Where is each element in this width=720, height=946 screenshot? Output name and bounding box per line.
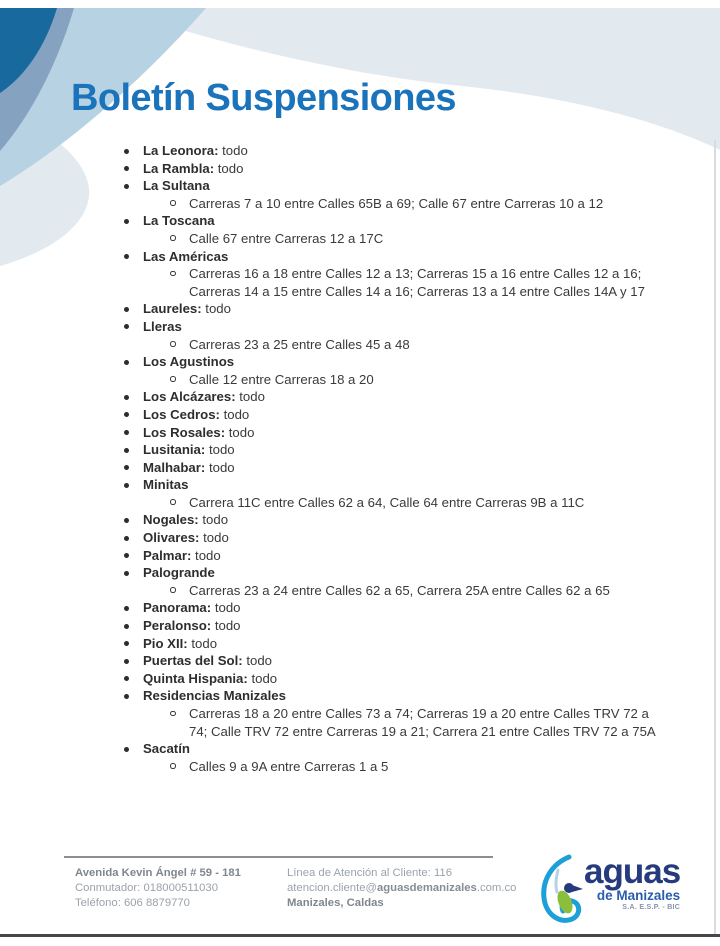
bullet-icon xyxy=(120,599,143,617)
list-item-text: La Sultana xyxy=(143,178,210,194)
list-item xyxy=(120,687,665,705)
bullet-icon xyxy=(120,652,143,670)
list-subitem-text: Calles 9 a 9A entre Carreras 1 a 5 xyxy=(189,758,389,774)
bullet-icon xyxy=(120,212,143,230)
bullet-icon xyxy=(120,424,143,442)
footer-email xyxy=(287,881,532,896)
list-item-text: Quinta Hispania: todo xyxy=(143,670,278,686)
list-item xyxy=(120,388,665,406)
footer-contact-block xyxy=(287,866,532,911)
bullet-icon xyxy=(120,353,143,371)
list-item-text: Nogales: todo xyxy=(143,512,229,528)
list-subitem xyxy=(167,705,665,740)
list-item-text: Olivares: todo xyxy=(143,530,229,546)
list-item xyxy=(120,511,665,529)
circle-bullet-icon xyxy=(167,230,189,248)
list-item-text: Sacatín xyxy=(143,741,190,757)
bullet-icon xyxy=(120,740,143,758)
bullet-icon xyxy=(120,529,143,547)
bullet-icon xyxy=(120,177,143,195)
bottom-border-line xyxy=(0,934,720,937)
list-subitem-text: Calle 67 entre Carreras 12 a 17C xyxy=(189,230,384,246)
list-item xyxy=(120,547,665,565)
company-logo xyxy=(536,852,701,934)
circle-bullet-icon xyxy=(167,494,189,512)
list-item xyxy=(120,353,665,371)
bullet-icon xyxy=(120,547,143,565)
list-item-text: Los Alcázares: todo xyxy=(143,389,265,405)
list-subitem xyxy=(167,265,665,300)
list-item-text: Puertas del Sol: todo xyxy=(143,653,273,669)
footer-address: Avenida Kevin Ángel # 59 - 181 xyxy=(75,867,241,879)
list-subitem-text: Carreras 7 a 10 entre Calles 65B a 69; Calle 67 entre Carreras 10 a 12 xyxy=(189,195,604,211)
list-item xyxy=(120,599,665,617)
list-item xyxy=(120,564,665,582)
list-subitem xyxy=(167,336,665,354)
list-item xyxy=(120,476,665,494)
logo-brand-text: aguas xyxy=(584,852,681,891)
footer-email-domain: aguasdemanizales xyxy=(376,882,477,894)
list-item-text: Palogrande xyxy=(143,565,215,581)
bullet-icon xyxy=(120,617,143,635)
list-item xyxy=(120,406,665,424)
page-title: Boletín Suspensiones xyxy=(71,77,456,119)
footer-email-suffix: .com.co xyxy=(476,882,517,894)
list-item xyxy=(120,177,665,195)
list-item xyxy=(120,617,665,635)
list-subitem-text: Calle 12 entre Carreras 18 a 20 xyxy=(189,371,374,387)
bullet-icon xyxy=(120,388,143,406)
logo-subtitle-text: de Manizales xyxy=(596,888,681,903)
hummingbird-icon xyxy=(536,852,586,932)
list-item-text: La Rambla: todo xyxy=(143,160,244,176)
list-item-text: Laureles: todo xyxy=(143,301,231,317)
bullet-icon xyxy=(120,406,143,424)
list-item-text: Los Agustinos xyxy=(143,354,235,370)
list-item-text: Pio XII: todo xyxy=(143,635,218,651)
list-subitem xyxy=(167,494,665,512)
bullet-icon xyxy=(120,142,143,160)
list-subitem-text: Carreras 23 a 25 entre Calles 45 a 48 xyxy=(189,336,410,352)
list-subitem xyxy=(167,371,665,389)
bullet-icon xyxy=(120,476,143,494)
bullet-icon xyxy=(120,160,143,178)
bullet-icon xyxy=(120,441,143,459)
footer-phone: Teléfono: 606 8879770 xyxy=(75,897,190,909)
list-item xyxy=(120,441,665,459)
bullet-icon xyxy=(120,300,143,318)
footer-email-prefix: atencion.cliente@ xyxy=(287,882,377,894)
circle-bullet-icon xyxy=(167,371,189,389)
bullet-icon xyxy=(120,511,143,529)
bullet-icon xyxy=(120,459,143,477)
list-item-text: La Toscana xyxy=(143,213,215,229)
footer-attention-line: Línea de Atención al Cliente: 116 xyxy=(287,867,452,879)
list-item xyxy=(120,529,665,547)
list-item xyxy=(120,248,665,266)
list-item-text: Lleras xyxy=(143,318,182,334)
list-item-text: La Leonora: todo xyxy=(143,143,248,158)
list-subitem xyxy=(167,230,665,248)
list-item xyxy=(120,318,665,336)
list-subitem-text: Carreras 18 a 20 entre Calles 73 a 74; Carreras 19 a 20 entre Calles TRV 72 a 74; Calle TRV 72 entre Carreras 19 a 21; Carrera 21 entre Calles TRV 72 a 75A xyxy=(189,706,656,739)
footer-switchboard: Conmutador: 018000511030 xyxy=(75,882,218,894)
circle-bullet-icon xyxy=(167,336,189,354)
circle-bullet-icon xyxy=(167,265,189,300)
list-item-text: Palmar: todo xyxy=(143,547,221,563)
circle-bullet-icon xyxy=(167,582,189,600)
list-item xyxy=(120,300,665,318)
list-item-text: Peralonso: todo xyxy=(143,618,241,634)
footer-address-block xyxy=(75,866,285,911)
list-item xyxy=(120,670,665,688)
list-item-text: Panorama: todo xyxy=(143,600,241,616)
list-item xyxy=(120,635,665,653)
list-item-text: Lusitania: todo xyxy=(143,442,235,458)
list-subitem-text: Carreras 16 a 18 entre Calles 12 a 13; Carreras 15 a 16 entre Calles 12 a 16; Carreras 14 a 15 entre Calles 14 a 16; Carreras 13 a 14 entre Calles 14A y 17 xyxy=(189,266,645,299)
footer-divider xyxy=(64,856,493,858)
list-item xyxy=(120,424,665,442)
circle-bullet-icon xyxy=(167,705,189,740)
list-subitem-text: Carrera 11C entre Calles 62 a 64, Calle 64 entre Carreras 9B a 11C xyxy=(189,494,585,510)
list-item xyxy=(120,652,665,670)
list-item-text: Las Américas xyxy=(143,248,229,264)
list-subitem-text: Carreras 23 a 24 entre Calles 62 a 65, Carrera 25A entre Calles 62 a 65 xyxy=(189,582,610,598)
list-item xyxy=(120,740,665,758)
logo-tagline-text: S.A. E.S.P. - BIC xyxy=(622,904,681,911)
list-item xyxy=(120,459,665,477)
list-item-text: Malhabar: todo xyxy=(143,459,235,475)
list-item xyxy=(120,142,665,160)
bullet-icon xyxy=(120,687,143,705)
list-subitem xyxy=(167,582,665,600)
page-edge-line xyxy=(714,140,716,934)
bullet-icon xyxy=(120,318,143,336)
logo-text-block xyxy=(584,852,681,912)
neighborhood-list xyxy=(120,142,665,775)
list-item-text: Los Rosales: todo xyxy=(143,424,255,440)
circle-bullet-icon xyxy=(167,758,189,776)
circle-bullet-icon xyxy=(167,195,189,213)
list-subitem xyxy=(167,758,665,776)
list-item-text: Residencias Manizales xyxy=(143,688,286,704)
list-item xyxy=(120,212,665,230)
footer-city: Manizales, Caldas xyxy=(287,897,384,909)
bullet-icon xyxy=(120,248,143,266)
list-subitem xyxy=(167,195,665,213)
bullet-icon xyxy=(120,564,143,582)
bullet-icon xyxy=(120,670,143,688)
list-item xyxy=(120,160,665,178)
list-item-text: Minitas xyxy=(143,477,189,493)
list-item-text: Los Cedros: todo xyxy=(143,406,250,422)
bullet-icon xyxy=(120,635,143,653)
